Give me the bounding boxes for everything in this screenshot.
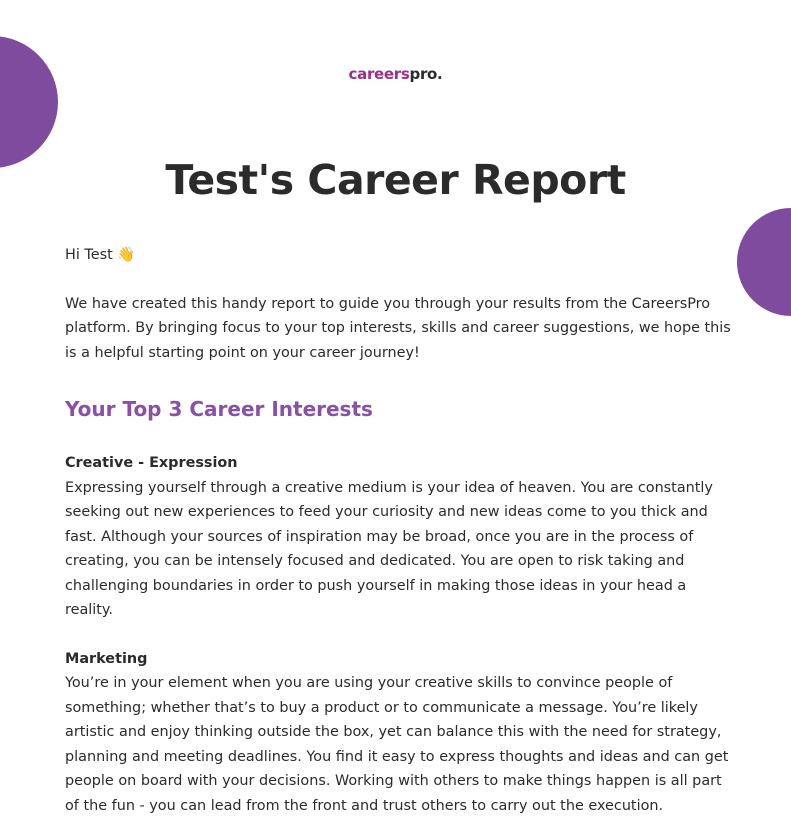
report-content (65, 243, 731, 818)
logo-text-pro: pro. (409, 65, 443, 83)
interest-title: Creative - Expression (65, 455, 238, 471)
section-heading-career-interests: Your Top 3 Career Interests (65, 397, 373, 421)
decorative-circle-left (0, 36, 58, 168)
greeting-text: Hi Test (65, 247, 113, 263)
decorative-circle-right (737, 208, 791, 316)
interest-description: Expressing yourself through a creative medium is your idea of heaven. You are constantly seeking out new experiences to feed your curiosity and new ideas come to you thick and fast. Although your sources of inspiration may be broad, once you are in the process of creating, you can be intensely focused and dedicated. You are open to risk taking and challenging boundaries in order to push yourself in making those ideas in your head a reality. (65, 479, 713, 618)
report-title: Test's Career Report (165, 156, 626, 204)
logo-text-careers: careers (348, 65, 410, 83)
waving-hand-icon: 👋 (117, 247, 136, 263)
intro-paragraph: We have created this handy report to guide you through your results from the CareersPro platform. By bringing focus to your top interests, skills and career suggestions, we hope this is a helpful starting point on your career journey! (65, 295, 731, 361)
interest-title: Marketing (65, 650, 148, 667)
interest-description: You’re in your element when you are using your creative skills to convince people of something; whether that’s to buy a product or to communicate a message. You’re likely artistic and enjoy thinking outside the box, yet can balance this with the need for strategy, planning and meeting deadlines. You find it easy to express thoughts and ideas and can get people on board with your decisions. Working with others to make things happen is all part of the fun - you can lead from the front and trust others to carry out the execution. (65, 675, 729, 814)
interest-item (65, 647, 731, 819)
careerspro-logo (0, 65, 791, 83)
interest-item (65, 451, 731, 623)
greeting (65, 243, 731, 268)
